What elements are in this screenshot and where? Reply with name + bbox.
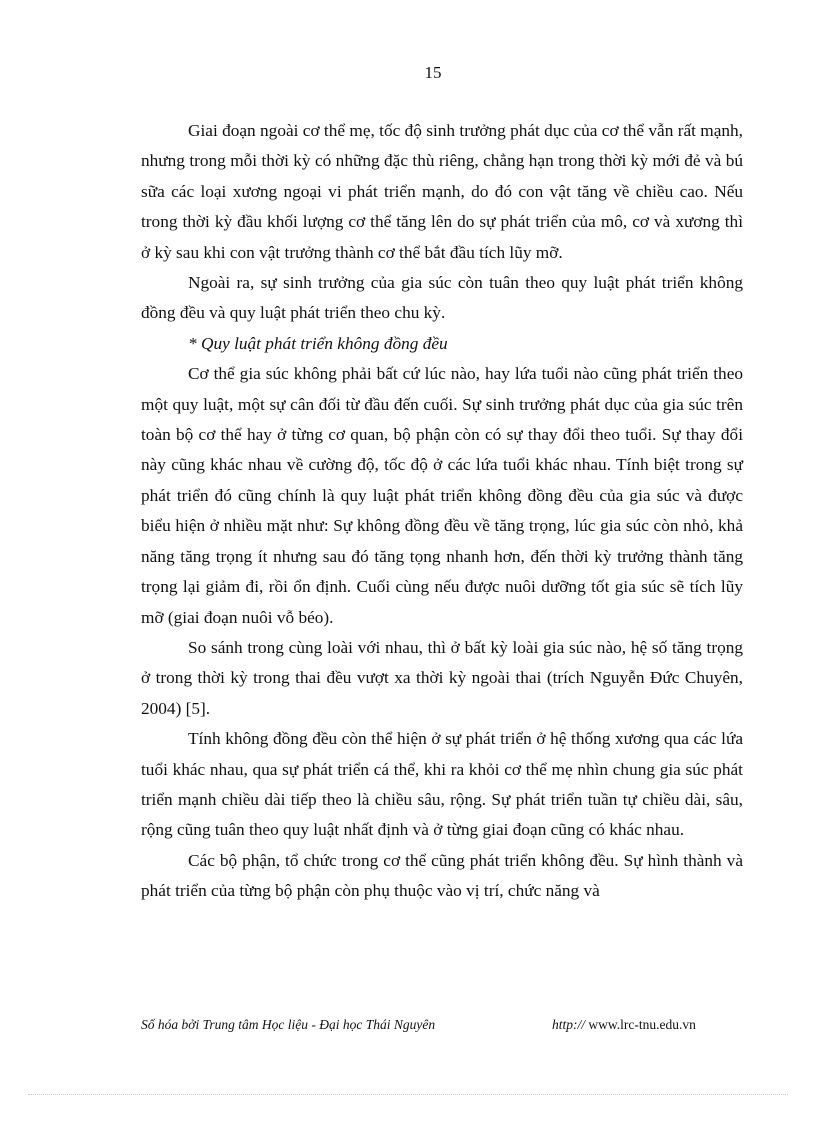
- document-body: [141, 116, 743, 907]
- page-number: 15: [424, 63, 442, 82]
- page-bottom-divider: [28, 1094, 788, 1095]
- footer-link[interactable]: [552, 1017, 696, 1033]
- paragraph-species-comparison: So sánh trong cùng loài với nhau, thì ở bất kỳ loài gia súc nào, hệ số tăng trọng ở trong thời kỳ trong thai đều vượt xa thời kỳ ngoài thai (trích Nguyễn Đức Chuyên, 2004) [5].: [141, 637, 743, 718]
- paragraph-growth-laws: Ngoài ra, sự sinh trưởng của gia súc còn tuân theo quy luật phát triển không đồng đều và quy luật phát triển theo chu kỳ.: [141, 273, 743, 323]
- paragraph-fetal-growth: Giai đoạn ngoài cơ thể mẹ, tốc độ sinh trưởng phát dục của cơ thể vẫn rất mạnh, nhưng trong mỗi thời kỳ có những đặc thù riêng, chẳng hạn trong thời kỳ mới đẻ và bú sữa các loại xương ngoại vi phát triển mạnh, do đó con vật tăng về chiều cao. Nếu trong thời kỳ đầu khối lượng cơ thể tăng lên do sự phát triển của mô, cơ và xương thì ở kỳ sau khi con vật trưởng thành cơ thể bắt đầu tích lũy mỡ.: [141, 121, 743, 262]
- footer-url: www.lrc-tnu.edu.vn: [588, 1017, 696, 1032]
- footer-url-prefix: http://: [552, 1017, 585, 1032]
- section-heading-uneven-development: * Quy luật phát triển không đồng đều: [188, 333, 448, 353]
- paragraph-organ-development: Các bộ phận, tổ chức trong cơ thể cũng phát triển không đều. Sự hình thành và phát triển của từng bộ phận còn phụ thuộc vào vị trí, chức năng và: [141, 850, 743, 901]
- footer-source-text: Số hóa bởi Trung tâm Học liệu - Đại học Thái Nguyên: [141, 1017, 436, 1032]
- paragraph-skeletal-development: Tính không đồng đều còn thể hiện ở sự phát triển ở hệ thống xương qua các lứa tuổi khác nhau, qua sự phát triển cá thể, khi ra khỏi cơ thể mẹ nhìn chung gia súc phát triển mạnh chiều dài tiếp theo là chiều sâu, rộng. Sự phát triển tuần tự chiều dài, sâu, rộng cũng tuân theo quy luật nhất định và ở từng giai đoạn cũng có khác nhau.: [141, 729, 743, 840]
- paragraph-uneven-development: Cơ thể gia súc không phải bất cứ lúc nào, hay lứa tuổi nào cũng phát triển theo một quy luật, một sự cân đối từ đầu đến cuối. Sự sinh trưởng phát dục của gia súc trên toàn bộ cơ thể hay ở từng cơ quan, bộ phận còn có sự thay đổi theo tuổi. Sự thay đổi này cũng khác nhau về cường độ, tốc độ ở các lứa tuổi khác nhau. Tính biệt trong sự phát triển đó cũng chính là quy luật phát triển không đồng đều của gia súc và được biểu hiện ở nhiều mặt như: Sự không đồng đều về tăng trọng, lúc gia súc còn nhỏ, khả năng tăng trọng ít nhưng sau đó tăng tọng nhanh hơn, đến thời kỳ trưởng thành tăng trọng lại giảm đi, rồi ổn định. Cuối cùng nếu được nuôi dưỡng tốt gia súc sẽ tích lũy mỡ (giai đoạn nuôi vỗ béo).: [141, 364, 743, 627]
